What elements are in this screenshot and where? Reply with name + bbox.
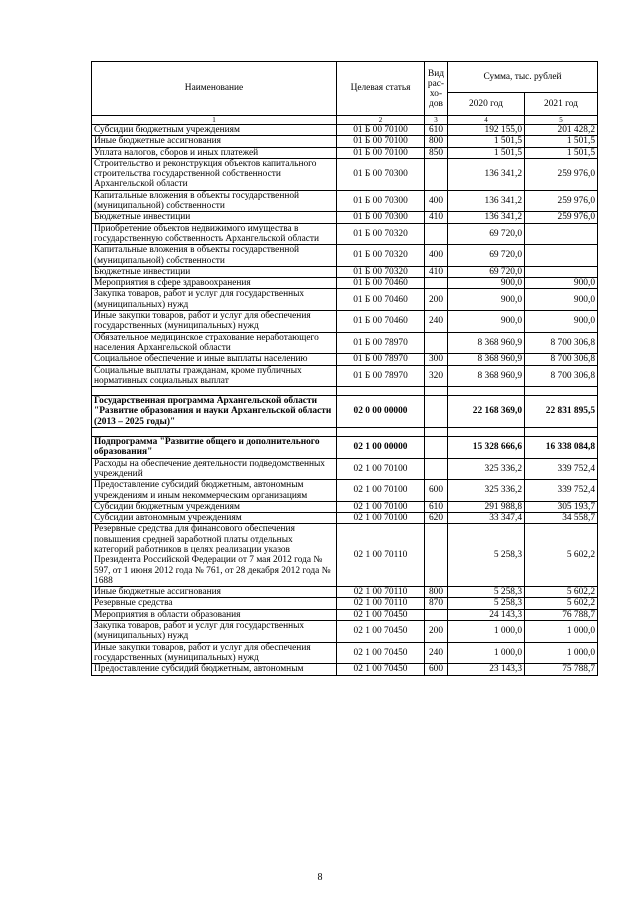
row-amount-2021: 1 000,0 xyxy=(525,621,598,643)
table-row xyxy=(92,437,598,459)
table-row xyxy=(92,664,598,675)
row-amount-2020: 33 347,4 xyxy=(448,513,525,524)
table-row xyxy=(92,609,598,620)
table-row xyxy=(92,480,598,502)
row-amount-2020: 69 720,0 xyxy=(448,223,525,245)
row-name: Субсидии бюджетным учреждениям xyxy=(92,501,337,512)
row-amount-2021: 339 752,4 xyxy=(525,480,598,502)
row-name: Иные бюджетные ассигнования xyxy=(92,136,337,147)
row-amount-2020: 8 368 960,9 xyxy=(448,365,525,387)
row-name: Мероприятия в сфере здравоохранения xyxy=(92,278,337,289)
row-amount-2020: 69 720,0 xyxy=(448,266,525,277)
row-target-article: 02 1 00 70100 xyxy=(337,480,425,502)
row-target-article: 02 1 00 70100 xyxy=(337,458,425,480)
column-numbers-row xyxy=(92,116,598,125)
header-target-article: Целевая статья xyxy=(337,62,425,116)
row-target-article: 01 Б 00 70100 xyxy=(337,147,425,158)
row-expense-type xyxy=(425,223,448,245)
row-amount-2020: 1 000,0 xyxy=(448,621,525,643)
row-target-article: 01 Б 00 70320 xyxy=(337,266,425,277)
column-number: 5 xyxy=(525,116,598,125)
row-target-article: 02 1 00 00000 xyxy=(337,437,425,459)
table-row xyxy=(92,458,598,480)
row-expense-type: 610 xyxy=(425,501,448,512)
row-target-article: 02 1 00 70110 xyxy=(337,587,425,598)
table-row xyxy=(92,212,598,223)
row-target-article: 01 Б 00 70460 xyxy=(337,289,425,311)
row-expense-type: 410 xyxy=(425,266,448,277)
row-amount-2021: 8 700 306,8 xyxy=(525,354,598,365)
row-amount-2021: 201 428,2 xyxy=(525,125,598,136)
table-row xyxy=(92,289,598,311)
row-expense-type: 620 xyxy=(425,513,448,524)
spacer-cell xyxy=(92,387,337,396)
row-target-article: 01 Б 00 70460 xyxy=(337,278,425,289)
row-expense-type xyxy=(425,458,448,480)
row-amount-2021: 8 700 306,8 xyxy=(525,332,598,354)
header-sum: Сумма, тыс. рублей xyxy=(448,62,598,93)
row-name: Иные бюджетные ассигнования xyxy=(92,587,337,598)
row-expense-type: 400 xyxy=(425,245,448,267)
row-amount-2020: 1 501,5 xyxy=(448,147,525,158)
row-amount-2021: 5 602,2 xyxy=(525,524,598,587)
row-expense-type: 320 xyxy=(425,365,448,387)
row-target-article: 02 1 00 70450 xyxy=(337,642,425,664)
row-amount-2020: 69 720,0 xyxy=(448,245,525,267)
row-amount-2021: 16 338 084,8 xyxy=(525,437,598,459)
row-expense-type xyxy=(425,332,448,354)
row-amount-2021: 5 602,2 xyxy=(525,587,598,598)
row-name: Закупка товаров, работ и услуг для государственных (муниципальных) нужд xyxy=(92,621,337,643)
spacer-cell xyxy=(425,428,448,437)
row-amount-2020: 5 258,3 xyxy=(448,598,525,609)
row-amount-2021: 900,0 xyxy=(525,289,598,311)
table-row xyxy=(92,587,598,598)
row-name: Государственная программа Архангельской области "Развитие образования и науки Архангельской области (2013 – 2025 годы)" xyxy=(92,396,337,428)
row-amount-2021: 22 831 895,5 xyxy=(525,396,598,428)
header-name: Наименование xyxy=(92,62,337,116)
row-amount-2021: 339 752,4 xyxy=(525,458,598,480)
row-expense-type xyxy=(425,278,448,289)
table-row xyxy=(92,354,598,365)
row-expense-type: 200 xyxy=(425,289,448,311)
row-amount-2020: 15 328 666,6 xyxy=(448,437,525,459)
row-name: Капитальные вложения в объекты государственной (муниципальной) собственности xyxy=(92,245,337,267)
row-name: Социальные выплаты гражданам, кроме публичных нормативных социальных выплат xyxy=(92,365,337,387)
row-amount-2021: 75 788,7 xyxy=(525,664,598,675)
table-row xyxy=(92,190,598,212)
row-amount-2020: 900,0 xyxy=(448,311,525,333)
row-expense-type xyxy=(425,524,448,587)
row-target-article: 02 1 00 70100 xyxy=(337,513,425,524)
row-amount-2020: 8 368 960,9 xyxy=(448,332,525,354)
row-amount-2020: 1 000,0 xyxy=(448,642,525,664)
row-amount-2021: 8 700 306,8 xyxy=(525,365,598,387)
table-row xyxy=(92,598,598,609)
table-row xyxy=(92,332,598,354)
spacer-cell xyxy=(448,387,525,396)
table-row xyxy=(92,396,598,428)
row-amount-2021: 1 501,5 xyxy=(525,136,598,147)
row-target-article: 01 Б 00 70300 xyxy=(337,158,425,190)
table-row xyxy=(92,513,598,524)
header-year-2020: 2020 год xyxy=(448,93,525,116)
row-target-article: 01 Б 00 70100 xyxy=(337,136,425,147)
table-row xyxy=(92,311,598,333)
row-amount-2020: 900,0 xyxy=(448,289,525,311)
table-row xyxy=(92,147,598,158)
column-number: 4 xyxy=(448,116,525,125)
spacer-cell xyxy=(337,428,425,437)
row-name: Расходы на обеспечение деятельности подведомственных учреждений xyxy=(92,458,337,480)
table-row xyxy=(92,501,598,512)
spacer-row xyxy=(92,387,598,396)
spacer-cell xyxy=(92,428,337,437)
row-amount-2021 xyxy=(525,245,598,267)
row-amount-2020: 192 155,0 xyxy=(448,125,525,136)
row-amount-2020: 900,0 xyxy=(448,278,525,289)
row-amount-2020: 136 341,2 xyxy=(448,158,525,190)
table-row xyxy=(92,245,598,267)
row-name: Бюджетные инвестиции xyxy=(92,266,337,277)
row-amount-2021: 76 788,7 xyxy=(525,609,598,620)
row-amount-2020: 325 336,2 xyxy=(448,480,525,502)
row-target-article: 01 Б 00 78970 xyxy=(337,365,425,387)
row-amount-2021: 259 976,0 xyxy=(525,158,598,190)
row-amount-2020: 8 368 960,9 xyxy=(448,354,525,365)
table-body xyxy=(92,125,598,676)
row-target-article: 02 1 00 70100 xyxy=(337,501,425,512)
row-expense-type: 410 xyxy=(425,212,448,223)
row-amount-2020: 5 258,3 xyxy=(448,587,525,598)
row-amount-2021 xyxy=(525,223,598,245)
row-amount-2020: 5 258,3 xyxy=(448,524,525,587)
row-expense-type: 610 xyxy=(425,125,448,136)
budget-table xyxy=(91,61,598,676)
table-row xyxy=(92,223,598,245)
table-row xyxy=(92,136,598,147)
page-number: 8 xyxy=(317,872,323,883)
table-row xyxy=(92,524,598,587)
table-row xyxy=(92,125,598,136)
row-expense-type: 400 xyxy=(425,190,448,212)
row-target-article: 01 Б 00 70100 xyxy=(337,125,425,136)
spacer-cell xyxy=(525,428,598,437)
spacer-cell xyxy=(448,428,525,437)
row-name: Резервные средства xyxy=(92,598,337,609)
row-expense-type: 850 xyxy=(425,147,448,158)
row-amount-2020: 23 143,3 xyxy=(448,664,525,675)
spacer-cell xyxy=(337,387,425,396)
row-expense-type: 870 xyxy=(425,598,448,609)
row-expense-type xyxy=(425,158,448,190)
row-target-article: 02 0 00 00000 xyxy=(337,396,425,428)
table-row xyxy=(92,621,598,643)
spacer-row xyxy=(92,428,598,437)
row-target-article: 01 Б 00 78970 xyxy=(337,354,425,365)
row-name: Приобретение объектов недвижимого имущества в государственную собственность Архангельской области xyxy=(92,223,337,245)
column-number: 3 xyxy=(425,116,448,125)
row-name: Мероприятия в области образования xyxy=(92,609,337,620)
column-number: 1 xyxy=(92,116,337,125)
row-name: Подпрограмма "Развитие общего и дополнительного образования" xyxy=(92,437,337,459)
table-row xyxy=(92,266,598,277)
row-name: Строительство и реконструкция объектов капитального строительства государственной собственности Архангельской области xyxy=(92,158,337,190)
column-number: 2 xyxy=(337,116,425,125)
row-name: Резервные средства для финансового обеспечения повышения средней заработной платы отдельных категорий работников в целях реализации указов Президента Российской Федерации от 7 мая 2012 года № 597, от 1 июня 2012 года № 761, от 28 декабря 2012 года № 1688 xyxy=(92,524,337,587)
table-row xyxy=(92,642,598,664)
row-target-article: 02 1 00 70450 xyxy=(337,621,425,643)
row-amount-2021: 1 000,0 xyxy=(525,642,598,664)
row-expense-type xyxy=(425,396,448,428)
row-name: Субсидии бюджетным учреждениям xyxy=(92,125,337,136)
row-expense-type: 240 xyxy=(425,311,448,333)
row-name: Иные закупки товаров, работ и услуг для обеспечения государственных (муниципальных) нужд xyxy=(92,642,337,664)
row-amount-2020: 291 988,8 xyxy=(448,501,525,512)
row-expense-type: 240 xyxy=(425,642,448,664)
row-amount-2020: 24 143,3 xyxy=(448,609,525,620)
row-name: Предоставление субсидий бюджетным, автономным xyxy=(92,664,337,675)
row-target-article: 01 Б 00 70320 xyxy=(337,223,425,245)
row-expense-type: 600 xyxy=(425,480,448,502)
row-amount-2020: 1 501,5 xyxy=(448,136,525,147)
row-name: Капитальные вложения в объекты государственной (муниципальной) собственности xyxy=(92,190,337,212)
spacer-cell xyxy=(425,387,448,396)
row-name: Обязательное медицинское страхование неработающего населения Архангельской области xyxy=(92,332,337,354)
row-name: Иные закупки товаров, работ и услуг для обеспечения государственных (муниципальных) нужд xyxy=(92,311,337,333)
row-name: Бюджетные инвестиции xyxy=(92,212,337,223)
row-amount-2021: 259 976,0 xyxy=(525,212,598,223)
row-amount-2021: 305 193,7 xyxy=(525,501,598,512)
row-amount-2020: 325 336,2 xyxy=(448,458,525,480)
table-row xyxy=(92,278,598,289)
row-name: Субсидии автономным учреждениям xyxy=(92,513,337,524)
row-target-article: 01 Б 00 70300 xyxy=(337,212,425,223)
row-amount-2020: 22 168 369,0 xyxy=(448,396,525,428)
row-target-article: 02 1 00 70110 xyxy=(337,524,425,587)
row-expense-type: 600 xyxy=(425,664,448,675)
row-target-article: 01 Б 00 70460 xyxy=(337,311,425,333)
row-amount-2021: 34 558,7 xyxy=(525,513,598,524)
row-name: Социальное обеспечение и иные выплаты населению xyxy=(92,354,337,365)
header-expense-type: Вид рас-хо-дов xyxy=(425,62,448,116)
row-target-article: 01 Б 00 70300 xyxy=(337,190,425,212)
row-amount-2021: 900,0 xyxy=(525,311,598,333)
row-expense-type xyxy=(425,609,448,620)
row-target-article: 02 1 00 70450 xyxy=(337,609,425,620)
row-target-article: 02 1 00 70450 xyxy=(337,664,425,675)
row-amount-2021: 259 976,0 xyxy=(525,190,598,212)
row-target-article: 01 Б 00 70320 xyxy=(337,245,425,267)
row-amount-2021: 1 501,5 xyxy=(525,147,598,158)
row-amount-2021: 900,0 xyxy=(525,278,598,289)
row-amount-2020: 136 341,2 xyxy=(448,212,525,223)
row-expense-type: 800 xyxy=(425,587,448,598)
row-name: Предоставление субсидий бюджетным, автономным учреждениям и иным некоммерческим организациям xyxy=(92,480,337,502)
row-name: Закупка товаров, работ и услуг для государственных (муниципальных) нужд xyxy=(92,289,337,311)
row-target-article: 01 Б 00 78970 xyxy=(337,332,425,354)
table-row xyxy=(92,365,598,387)
row-name: Уплата налогов, сборов и иных платежей xyxy=(92,147,337,158)
row-expense-type: 300 xyxy=(425,354,448,365)
row-amount-2021: 5 602,2 xyxy=(525,598,598,609)
row-expense-type: 800 xyxy=(425,136,448,147)
row-amount-2020: 136 341,2 xyxy=(448,190,525,212)
spacer-cell xyxy=(525,387,598,396)
header-year-2021: 2021 год xyxy=(525,93,598,116)
row-expense-type xyxy=(425,437,448,459)
table-row xyxy=(92,158,598,190)
row-target-article: 02 1 00 70110 xyxy=(337,598,425,609)
row-amount-2021 xyxy=(525,266,598,277)
row-expense-type: 200 xyxy=(425,621,448,643)
